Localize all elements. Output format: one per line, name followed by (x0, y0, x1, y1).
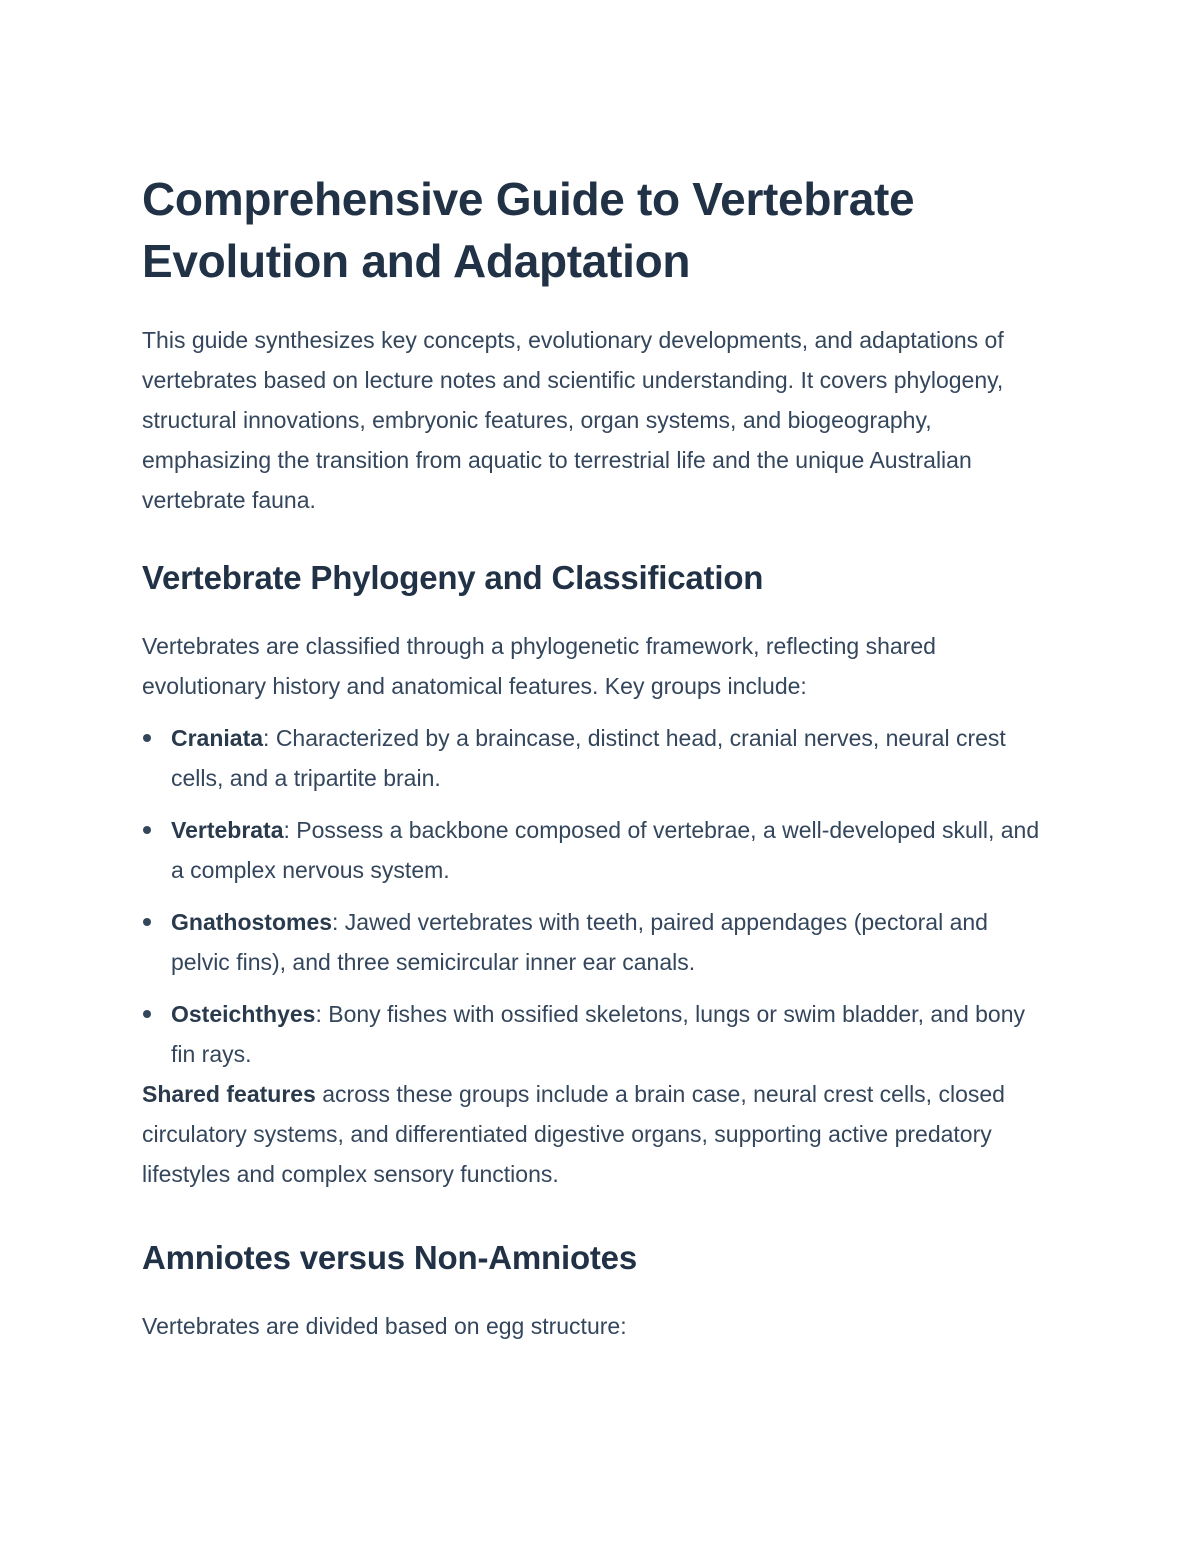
list-item-text: : Characterized by a braincase, distinct head, cranial nerves, neural crest cells, and a tripartite brain. (171, 725, 1006, 791)
amniotes-paragraph: Vertebrates are divided based on egg structure: (142, 1313, 627, 1339)
list-item (142, 994, 1042, 1074)
list-item-term: Osteichthyes (171, 1001, 316, 1027)
intro-paragraph: This guide synthesizes key concepts, evolutionary developments, and adaptations of vertebrates based on lecture notes and scientific understanding. It covers phylogeny, structural innovations, embryonic features, organ systems, and biogeography, emphasizing the transition from aquatic to terrestrial life and the unique Australian vertebrate fauna. (142, 327, 1004, 513)
bullet-icon (143, 1010, 151, 1018)
list-item-text: : Bony fishes with ossified skeletons, lungs or swim bladder, and bony fin rays. (171, 1001, 1025, 1067)
shared-features-term: Shared features (142, 1081, 316, 1107)
bullet-icon (143, 918, 151, 926)
bullet-icon (143, 734, 151, 742)
section-heading-phylogeny: Vertebrate Phylogeny and Classification (142, 559, 764, 596)
page-title: Comprehensive Guide to Vertebrate Evolution and Adaptation (142, 173, 915, 287)
key-groups-list (142, 718, 1042, 1074)
list-item (142, 902, 1042, 982)
phylogeny-paragraph: Vertebrates are classified through a phylogenetic framework, reflecting shared evolutionary history and anatomical features. Key groups include: (142, 633, 936, 699)
list-item-term: Gnathostomes (171, 909, 333, 935)
list-item (142, 810, 1042, 890)
list-item-term: Vertebrata (171, 817, 284, 843)
list-item-text: : Possess a backbone composed of vertebrae, a well-developed skull, and a complex nervous system. (171, 817, 1040, 883)
shared-features-paragraph (142, 1074, 1042, 1194)
shared-features-text: across these groups include a brain case, neural crest cells, closed circulatory systems, and differentiated digestive organs, supporting active predatory lifestyles and complex sensory functions. (142, 1081, 1005, 1187)
list-item-term: Craniata (171, 725, 264, 751)
section-heading-amniotes: Amniotes versus Non-Amniotes (142, 1239, 637, 1276)
document-page (142, 168, 1042, 1346)
list-item (142, 718, 1042, 798)
list-item-text: : Jawed vertebrates with teeth, paired appendages (pectoral and pelvic fins), and three semicircular inner ear canals. (171, 909, 988, 975)
bullet-icon (143, 826, 151, 834)
